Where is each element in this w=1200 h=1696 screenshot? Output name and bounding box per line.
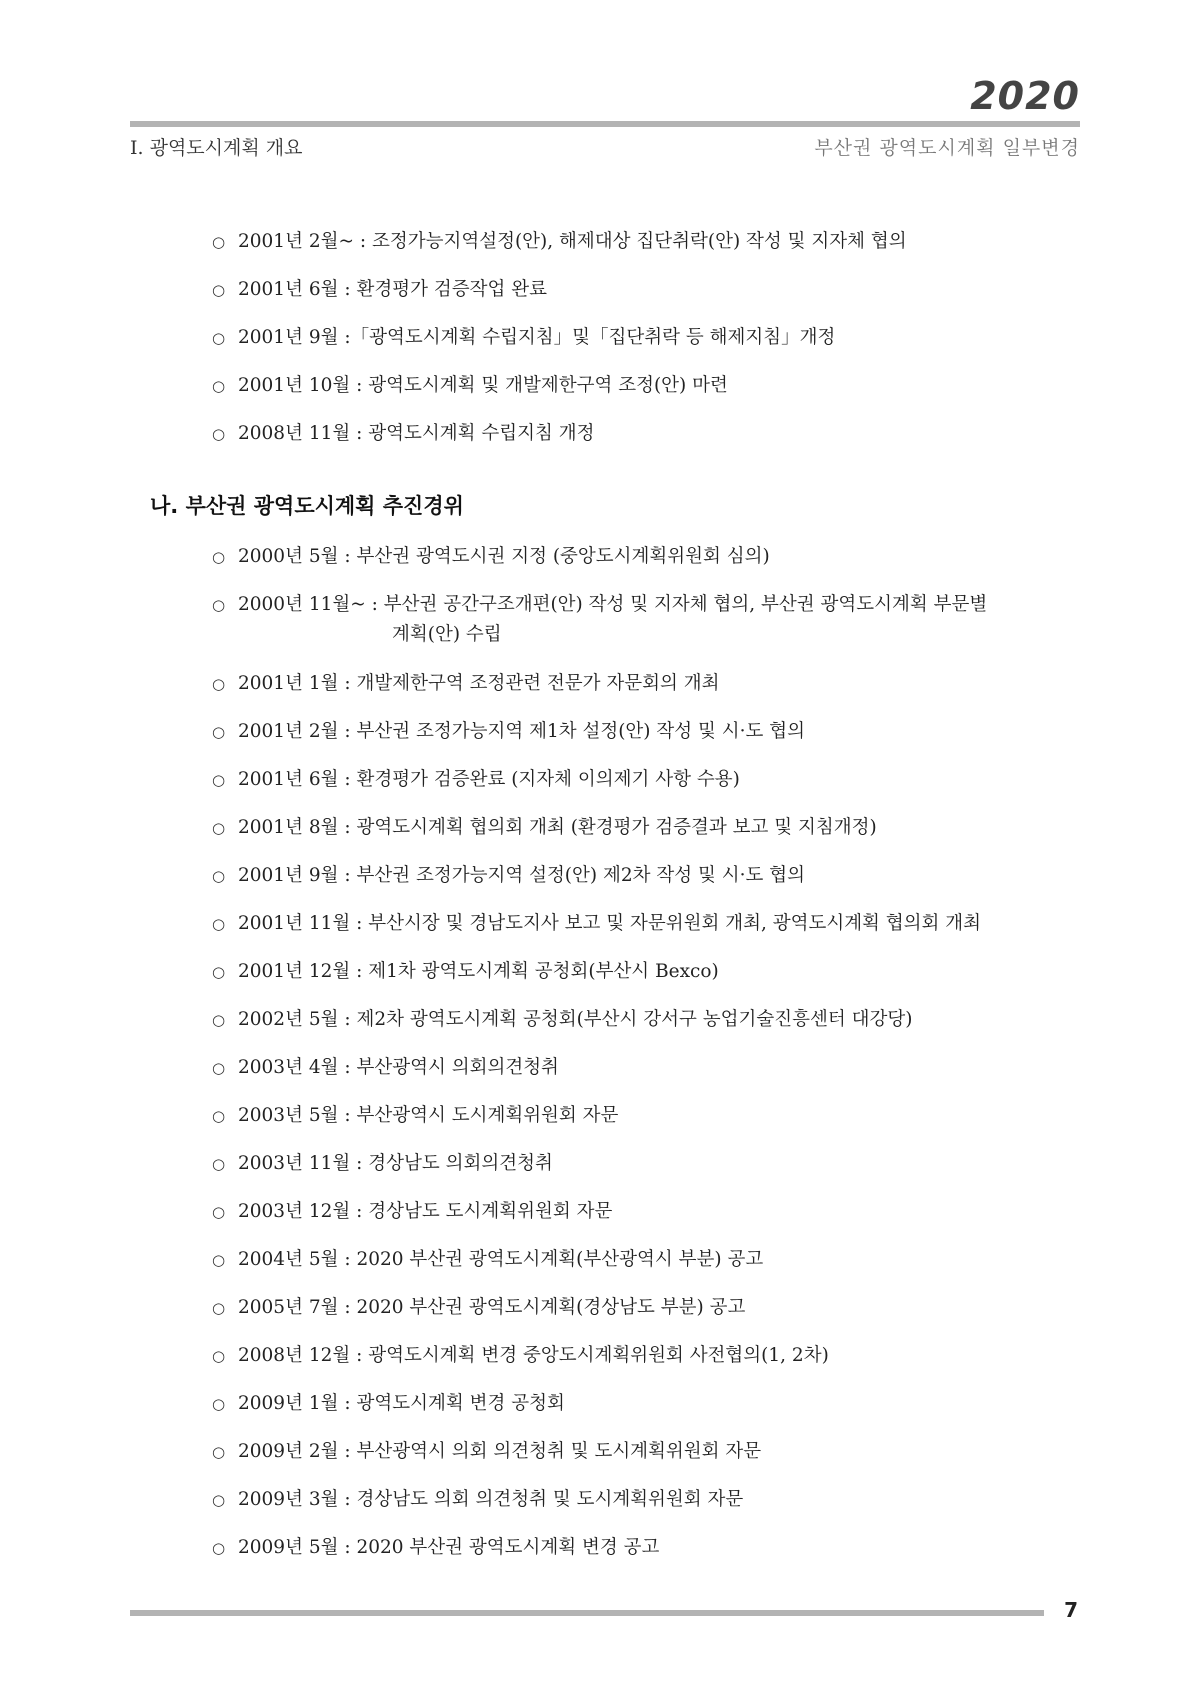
circle-bullet-icon: ○	[212, 1107, 226, 1125]
circle-bullet-icon: ○	[212, 1539, 226, 1557]
history-item: ○ 2001년 12월 : 제1차 광역도시계획 공청회(부산시 Bexco)	[212, 959, 719, 985]
history-item: ○ 2009년 5월 : 2020 부산권 광역도시계획 변경 공고	[212, 1535, 659, 1561]
history-item: ○ 2001년 6월 : 환경평가 검증완료 (지자체 이의제기 사항 수용)	[212, 767, 740, 793]
circle-bullet-icon: ○	[212, 771, 226, 789]
history-item: ○ 2008년 12월 : 광역도시계획 변경 중앙도시계획위원회 사전협의(1, 2차)	[212, 1343, 829, 1369]
circle-bullet-icon: ○	[212, 548, 226, 566]
footer-divider	[130, 1610, 1044, 1616]
history-item: ○ 2004년 5월 : 2020 부산권 광역도시계획(부산광역시 부분) 공고	[212, 1247, 763, 1273]
circle-bullet-icon: ○	[212, 915, 226, 933]
history-item: ○ 2001년 1월 : 개발제한구역 조정관련 전문가 자문회의 개최	[212, 671, 720, 697]
circle-bullet-icon: ○	[212, 377, 226, 395]
history-item: ○ 2009년 3월 : 경상남도 의회 의견청취 및 도시계획위원회 자문	[212, 1487, 743, 1513]
intro-item: ○ 2008년 11월 : 광역도시계획 수립지침 개정	[212, 421, 594, 447]
section-heading: 나. 부산권 광역도시계획 추진경위	[150, 494, 464, 518]
circle-bullet-icon: ○	[212, 329, 226, 347]
history-item: ○ 2001년 2월 : 부산권 조정가능지역 제1차 설정(안) 작성 및 시·도 협의	[212, 719, 805, 745]
history-item: ○ 2003년 11월 : 경상남도 의회의견청취	[212, 1151, 553, 1177]
circle-bullet-icon: ○	[212, 723, 226, 741]
circle-bullet-icon: ○	[212, 1443, 226, 1461]
history-item: ○ 2000년 11월~ : 부산권 공간구조개편(안) 작성 및 지자체 협의, 부산권 광역도시계획 부문별	[212, 592, 987, 618]
circle-bullet-icon: ○	[212, 1011, 226, 1029]
history-item: ○ 2009년 1월 : 광역도시계획 변경 공청회	[212, 1391, 565, 1417]
intro-item: ○ 2001년 6월 : 환경평가 검증작업 완료	[212, 277, 547, 303]
page-number: 7	[1064, 1598, 1078, 1622]
intro-item: ○ 2001년 9월 :「광역도시계획 수립지침」및「집단취락 등 해제지침」개정	[212, 325, 835, 351]
circle-bullet-icon: ○	[212, 1251, 226, 1269]
header-year: 2020	[970, 74, 1080, 118]
history-item: ○ 2001년 8월 : 광역도시계획 협의회 개최 (환경평가 검증결과 보고 및 지침개정)	[212, 815, 877, 841]
history-item: ○ 2003년 4월 : 부산광역시 의회의견청취	[212, 1055, 559, 1081]
circle-bullet-icon: ○	[212, 281, 226, 299]
circle-bullet-icon: ○	[212, 1299, 226, 1317]
circle-bullet-icon: ○	[212, 1155, 226, 1173]
circle-bullet-icon: ○	[212, 867, 226, 885]
intro-item: ○ 2001년 10월 : 광역도시계획 및 개발제한구역 조정(안) 마련	[212, 373, 728, 399]
history-item-continuation: 계획(안) 수립	[392, 624, 502, 645]
history-item: ○ 2002년 5월 : 제2차 광역도시계획 공청회(부산시 강서구 농업기술진흥센터 대강당)	[212, 1007, 912, 1033]
history-item: ○ 2000년 5월 : 부산권 광역도시권 지정 (중앙도시계획위원회 심의)	[212, 544, 770, 570]
history-item: ○ 2001년 11월 : 부산시장 및 경남도지사 보고 및 자문위원회 개최, 광역도시계획 협의회 개최	[212, 911, 981, 937]
intro-item: ○ 2001년 2월~ : 조정가능지역설정(안), 해제대상 집단취락(안) 작성 및 지자체 협의	[212, 229, 907, 255]
history-item: ○ 2003년 12월 : 경상남도 도시계획위원회 자문	[212, 1199, 612, 1225]
history-item: ○ 2003년 5월 : 부산광역시 도시계획위원회 자문	[212, 1103, 618, 1129]
header-divider	[130, 121, 1080, 127]
circle-bullet-icon: ○	[212, 963, 226, 981]
history-item: ○ 2001년 9월 : 부산권 조정가능지역 설정(안) 제2차 작성 및 시·도 협의	[212, 863, 805, 889]
history-item: ○ 2005년 7월 : 2020 부산권 광역도시계획(경상남도 부분) 공고	[212, 1295, 745, 1321]
circle-bullet-icon: ○	[212, 1395, 226, 1413]
circle-bullet-icon: ○	[212, 233, 226, 251]
circle-bullet-icon: ○	[212, 425, 226, 443]
document-title: 부산권 광역도시계획 일부변경	[814, 137, 1080, 159]
circle-bullet-icon: ○	[212, 1203, 226, 1221]
circle-bullet-icon: ○	[212, 1059, 226, 1077]
history-item: ○ 2009년 2월 : 부산광역시 의회 의견청취 및 도시계획위원회 자문	[212, 1439, 761, 1465]
circle-bullet-icon: ○	[212, 1491, 226, 1509]
circle-bullet-icon: ○	[212, 596, 226, 614]
chapter-title: Ⅰ. 광역도시계획 개요	[130, 137, 303, 159]
circle-bullet-icon: ○	[212, 819, 226, 837]
circle-bullet-icon: ○	[212, 675, 226, 693]
circle-bullet-icon: ○	[212, 1347, 226, 1365]
